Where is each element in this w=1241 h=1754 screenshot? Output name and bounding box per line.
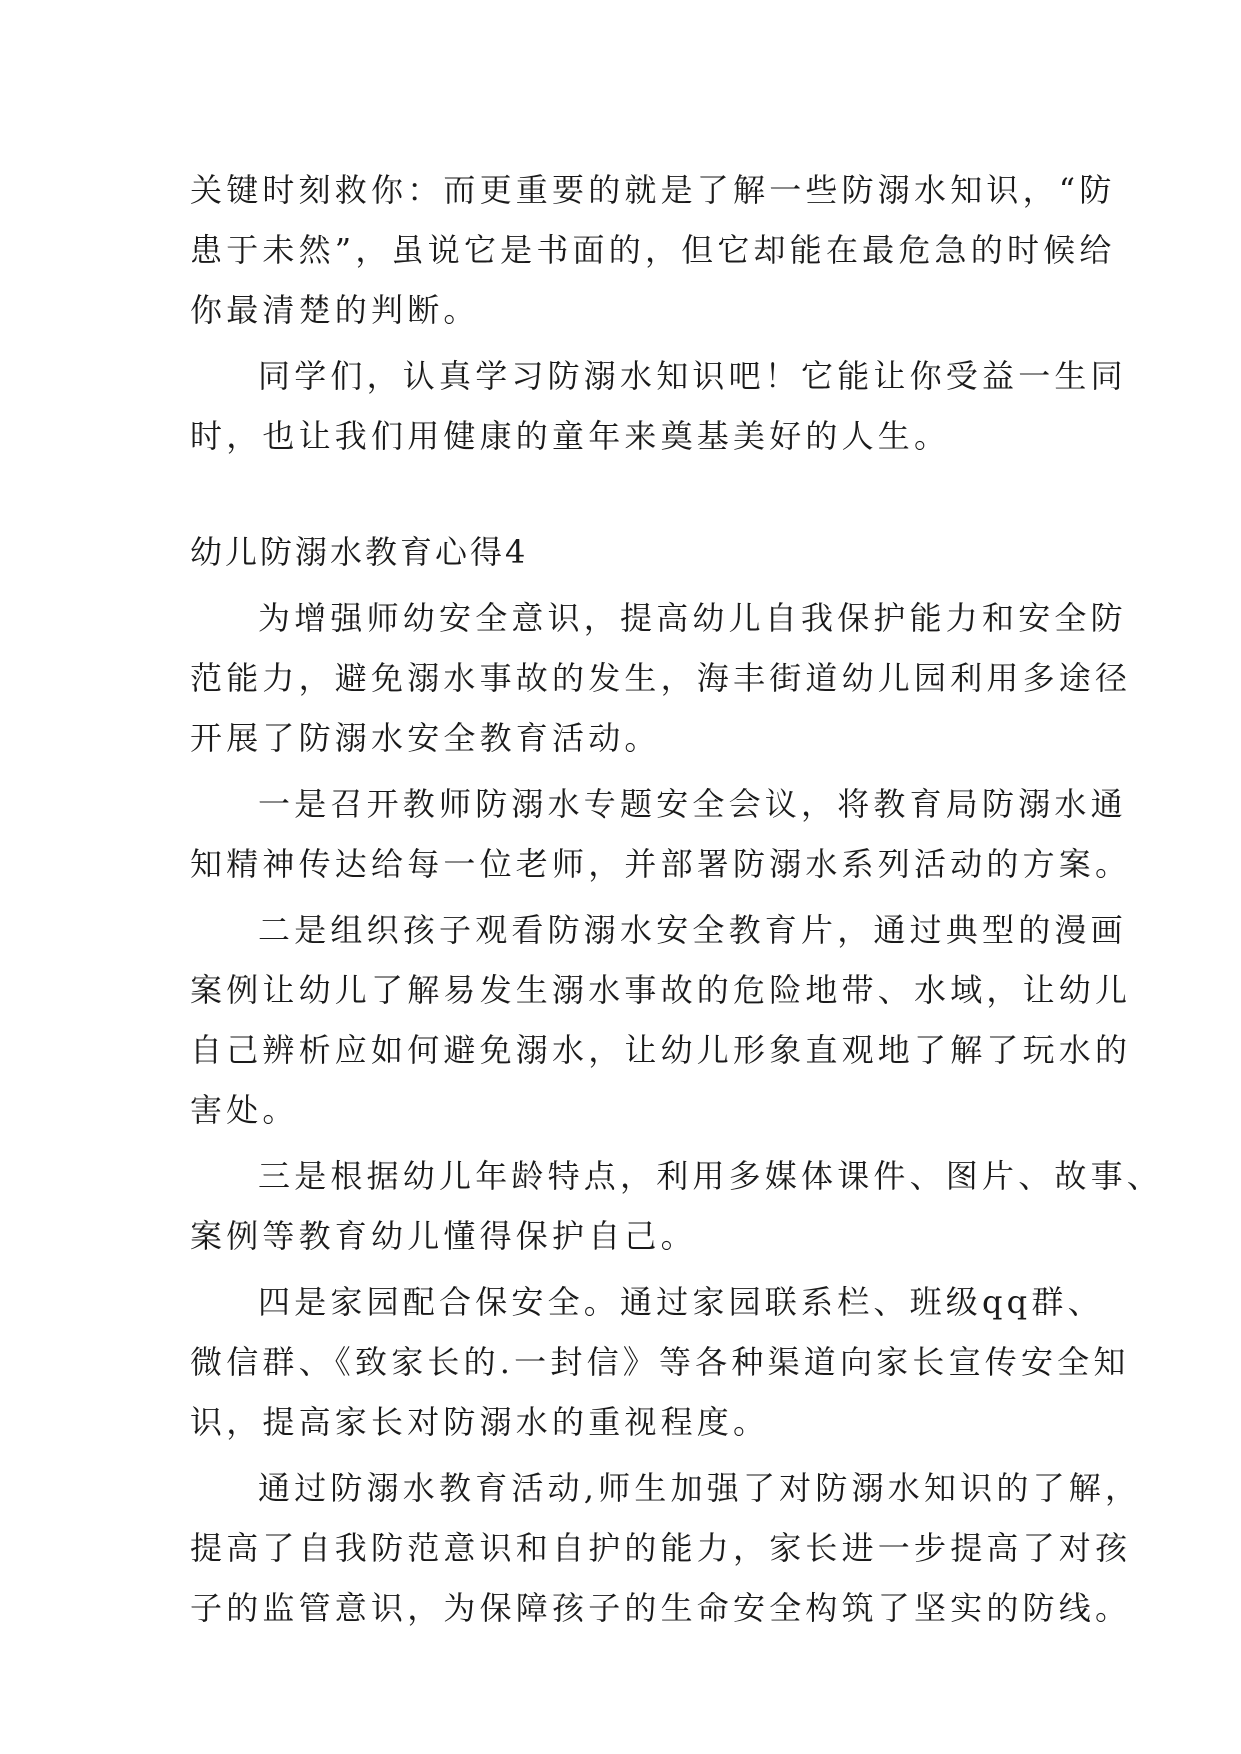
paragraph [190, 588, 1132, 768]
text-line: 提高了自我防范意识和自护的能力，家长进一步提高了对孩 [190, 1529, 1132, 1567]
paragraph [190, 160, 1116, 340]
paragraph [190, 774, 1132, 894]
section-title: 幼儿防溺水教育心得4 [190, 533, 529, 571]
text-line: 一是召开教师防溺水专题安全会议，将教育局防溺水通 [258, 785, 1127, 823]
paragraph [190, 1458, 1142, 1638]
text-line: 子的监管意识，为保障孩子的生命安全构筑了坚实的防线。 [190, 1589, 1132, 1627]
text-line: 开展了防溺水安全教育活动。 [190, 719, 661, 757]
document-page [190, 160, 1164, 1638]
text-line: 为增强师幼安全意识，提高幼儿自我保护能力和安全防 [258, 599, 1127, 637]
text-line: 患于未然”，虽说它是书面的，但它却能在最危急的时候给 [190, 231, 1116, 269]
paragraph [190, 1272, 1130, 1452]
paragraph [190, 900, 1132, 1140]
text-line: 同学们，认真学习防溺水知识吧！它能让你受益一生同 [258, 357, 1127, 395]
text-line: 自己辨析应如何避免溺水，让幼儿形象直观地了解了玩水的 [190, 1031, 1132, 1069]
text-line: 害处。 [190, 1091, 299, 1129]
text-line: 关键时刻救你：而更重要的就是了解一些防溺水知识，“防 [190, 171, 1116, 209]
text-line: 微信群、《致家长的.一封信》等各种渠道向家长宣传安全知 [190, 1343, 1130, 1381]
text-line: 案例等教育幼儿懂得保护自己。 [190, 1217, 697, 1255]
text-line: 四是家园配合保安全。通过家园联系栏、班级qq群、 [258, 1283, 1104, 1321]
text-line: 三是根据幼儿年龄特点，利用多媒体课件、图片、故事、 [258, 1157, 1164, 1195]
text-line: 你最清楚的判断。 [190, 291, 480, 329]
text-line: 案例让幼儿了解易发生溺水事故的危险地带、水域，让幼儿 [190, 971, 1132, 1009]
text-line: 识，提高家长对防溺水的重视程度。 [190, 1403, 770, 1441]
text-line: 时，也让我们用健康的童年来奠基美好的人生。 [190, 417, 951, 455]
text-line: 二是组织孩子观看防溺水安全教育片，通过典型的漫画 [258, 911, 1127, 949]
paragraph [190, 1146, 1164, 1266]
paragraph [190, 346, 1127, 466]
text-line: 范能力，避免溺水事故的发生，海丰街道幼儿园利用多途径 [190, 659, 1132, 697]
text-line: 通过防溺水教育活动,师生加强了对防溺水知识的了解， [258, 1469, 1142, 1507]
text-line: 知精神传达给每一位老师，并部署防溺水系列活动的方案。 [190, 845, 1132, 883]
